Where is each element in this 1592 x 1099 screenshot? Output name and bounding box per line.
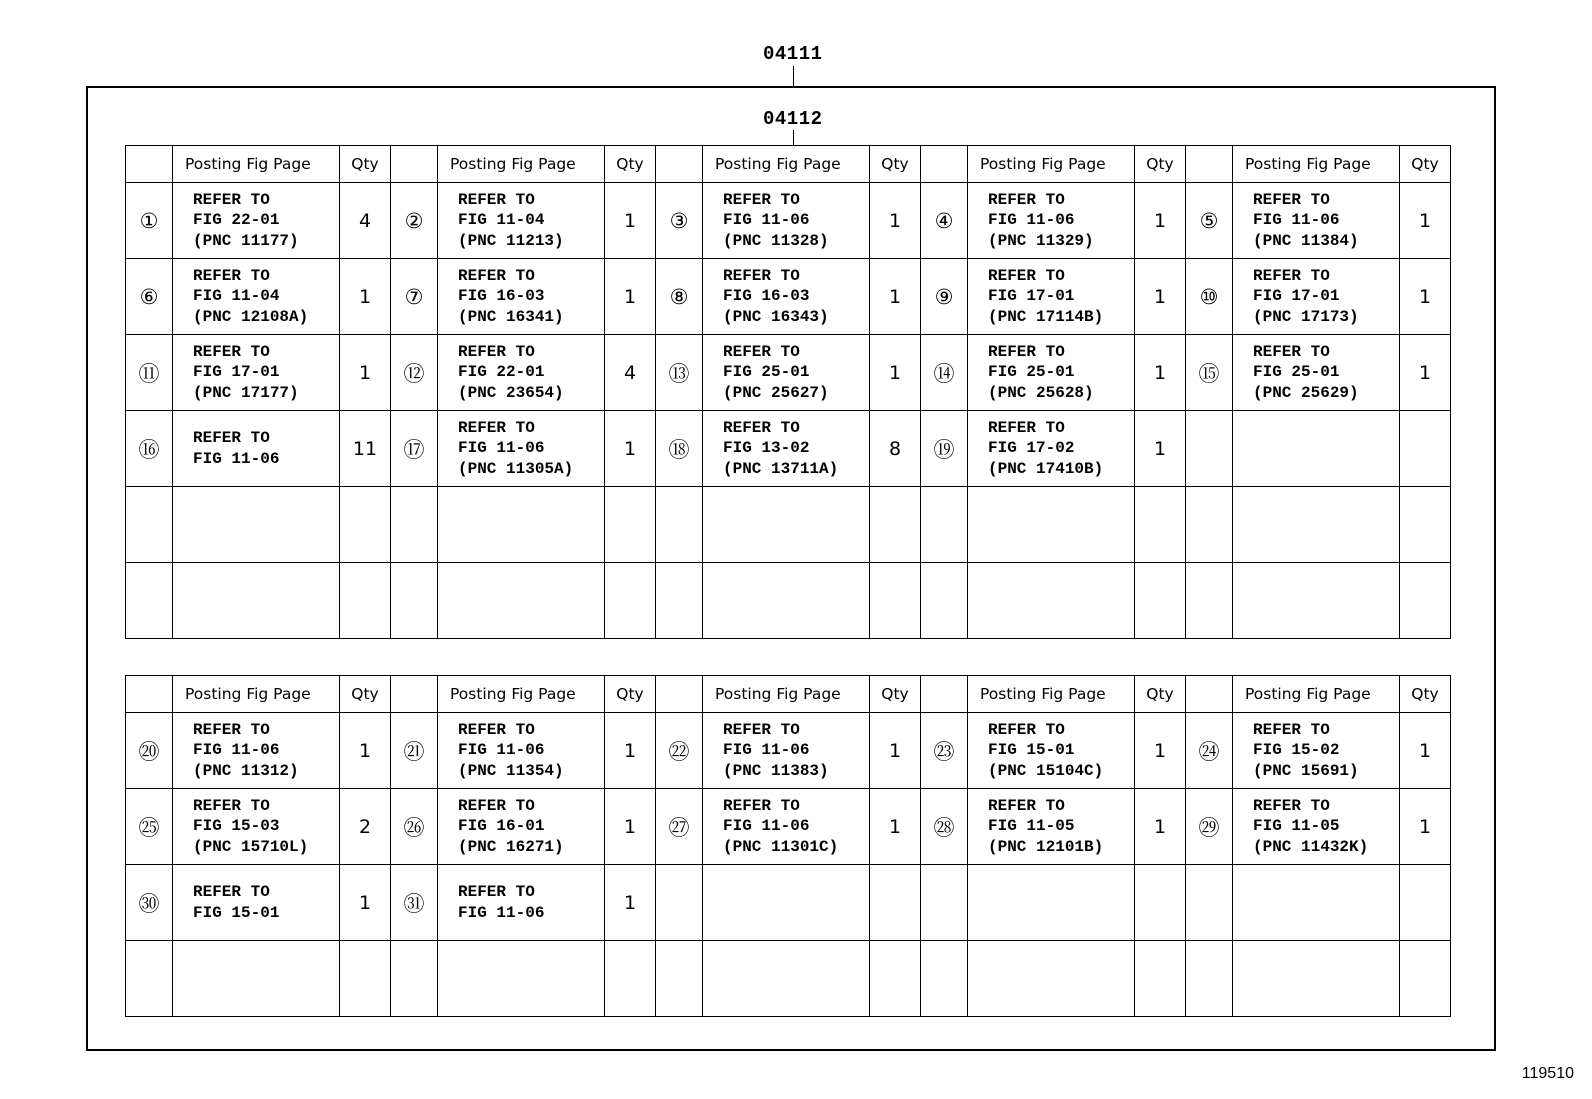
reference-line: (PNC 11301C) xyxy=(723,837,839,856)
item-number: ㉒ xyxy=(656,713,703,789)
quantity: 1 xyxy=(870,183,921,259)
item-number: ⑪ xyxy=(126,335,173,411)
quantity: 1 xyxy=(1135,713,1186,789)
quantity xyxy=(1400,411,1451,487)
quantity xyxy=(1135,563,1186,639)
posting-reference xyxy=(438,865,605,941)
reference-line: FIG 16-03 xyxy=(458,287,545,306)
posting-reference xyxy=(173,259,340,335)
reference-line: FIG 22-01 xyxy=(193,211,280,230)
item-number xyxy=(1186,487,1233,563)
posting-reference xyxy=(1233,259,1400,335)
quantity xyxy=(870,865,921,941)
figure-code: 119510 xyxy=(1521,1065,1574,1082)
reference-line: FIG 11-06 xyxy=(458,439,545,458)
reference-line: (PNC 12108A) xyxy=(193,307,309,326)
quantity xyxy=(1400,563,1451,639)
leader-line-inner xyxy=(793,130,794,146)
table-row xyxy=(126,941,1451,1017)
reference-line: REFER TO xyxy=(458,720,535,739)
reference-line: (PNC 17410B) xyxy=(988,459,1104,478)
item-number xyxy=(656,941,703,1017)
header-num xyxy=(921,146,968,183)
reference-line: (PNC 15691) xyxy=(1253,761,1359,780)
reference-line: FIG 15-03 xyxy=(193,817,280,836)
header-num xyxy=(921,676,968,713)
reference-line: (PNC 25627) xyxy=(723,383,829,402)
header-qty: Qty xyxy=(870,146,921,183)
parts-table-1 xyxy=(125,145,1451,639)
item-number xyxy=(656,865,703,941)
item-number xyxy=(126,563,173,639)
reference-line: (PNC 25629) xyxy=(1253,383,1359,402)
quantity: 1 xyxy=(605,411,656,487)
table-row xyxy=(126,865,1451,941)
item-number: ㉕ xyxy=(126,789,173,865)
quantity: 1 xyxy=(1135,411,1186,487)
header-num xyxy=(1186,146,1233,183)
quantity: 1 xyxy=(340,335,391,411)
reference-line: REFER TO xyxy=(193,342,270,361)
posting-reference xyxy=(173,487,340,563)
header-num xyxy=(391,676,438,713)
reference-line: FIG 16-03 xyxy=(723,287,810,306)
header-qty: Qty xyxy=(605,676,656,713)
posting-reference xyxy=(968,789,1135,865)
quantity: 1 xyxy=(1400,335,1451,411)
posting-reference xyxy=(173,335,340,411)
posting-reference xyxy=(173,941,340,1017)
posting-reference xyxy=(703,865,870,941)
item-number: ⑳ xyxy=(126,713,173,789)
reference-line: (PNC 17114B) xyxy=(988,307,1104,326)
header-posting: Posting Fig Page xyxy=(703,676,870,713)
item-number: ⑯ xyxy=(126,411,173,487)
item-number: ㉖ xyxy=(391,789,438,865)
posting-reference xyxy=(438,563,605,639)
quantity: 1 xyxy=(340,259,391,335)
table-row xyxy=(126,713,1451,789)
reference-line: FIG 11-06 xyxy=(723,817,810,836)
item-number xyxy=(391,941,438,1017)
reference-line: FIG 13-02 xyxy=(723,439,810,458)
item-number: ⑩ xyxy=(1186,259,1233,335)
header-posting: Posting Fig Page xyxy=(173,146,340,183)
reference-line: FIG 15-01 xyxy=(988,741,1075,760)
quantity xyxy=(340,563,391,639)
quantity: 8 xyxy=(870,411,921,487)
reference-line: FIG 11-06 xyxy=(193,449,280,468)
reference-line: FIG 17-02 xyxy=(988,439,1075,458)
reference-line: REFER TO xyxy=(988,266,1065,285)
quantity: 1 xyxy=(605,865,656,941)
posting-reference xyxy=(438,335,605,411)
posting-reference xyxy=(703,487,870,563)
reference-line: REFER TO xyxy=(193,883,270,901)
posting-reference xyxy=(703,259,870,335)
quantity: 1 xyxy=(870,259,921,335)
quantity: 1 xyxy=(340,865,391,941)
item-number: ⑱ xyxy=(656,411,703,487)
reference-line: FIG 11-04 xyxy=(193,287,280,306)
quantity xyxy=(1135,941,1186,1017)
quantity xyxy=(1135,487,1186,563)
reference-line: (PNC 11213) xyxy=(458,231,564,250)
reference-line: (PNC 17177) xyxy=(193,383,299,402)
assembly-code-inner: 04112 xyxy=(763,108,823,130)
quantity xyxy=(605,487,656,563)
item-number: ⑫ xyxy=(391,335,438,411)
posting-reference xyxy=(968,487,1135,563)
item-number: ⑰ xyxy=(391,411,438,487)
table-header-row xyxy=(126,676,1451,713)
posting-reference xyxy=(703,563,870,639)
header-posting: Posting Fig Page xyxy=(173,676,340,713)
quantity xyxy=(605,941,656,1017)
quantity xyxy=(605,563,656,639)
posting-reference xyxy=(438,487,605,563)
header-num xyxy=(126,146,173,183)
quantity: 11 xyxy=(340,411,391,487)
posting-reference xyxy=(968,713,1135,789)
item-number: ㉗ xyxy=(656,789,703,865)
quantity: 1 xyxy=(605,259,656,335)
reference-line: REFER TO xyxy=(723,796,800,815)
reference-line: REFER TO xyxy=(988,342,1065,361)
posting-reference xyxy=(968,865,1135,941)
header-posting: Posting Fig Page xyxy=(968,146,1135,183)
posting-reference xyxy=(703,335,870,411)
quantity: 1 xyxy=(1400,713,1451,789)
assembly-code-outer: 04111 xyxy=(763,43,823,65)
reference-line: FIG 11-06 xyxy=(193,741,280,760)
quantity xyxy=(1400,865,1451,941)
reference-line: FIG 11-06 xyxy=(1253,211,1340,230)
posting-reference xyxy=(1233,335,1400,411)
reference-line: REFER TO xyxy=(458,266,535,285)
posting-reference xyxy=(968,335,1135,411)
quantity xyxy=(1135,865,1186,941)
reference-line: REFER TO xyxy=(193,796,270,815)
reference-line: (PNC 12101B) xyxy=(988,837,1104,856)
item-number: ㉙ xyxy=(1186,789,1233,865)
item-number: ⑨ xyxy=(921,259,968,335)
item-number: ⑭ xyxy=(921,335,968,411)
header-num xyxy=(656,676,703,713)
reference-line: REFER TO xyxy=(723,418,800,437)
item-number: ⑧ xyxy=(656,259,703,335)
reference-line: (PNC 11383) xyxy=(723,761,829,780)
item-number xyxy=(1186,563,1233,639)
table-row xyxy=(126,789,1451,865)
reference-line: FIG 25-01 xyxy=(988,363,1075,382)
reference-line: REFER TO xyxy=(723,266,800,285)
reference-line: (PNC 16271) xyxy=(458,837,564,856)
posting-reference xyxy=(173,411,340,487)
header-posting: Posting Fig Page xyxy=(1233,676,1400,713)
quantity xyxy=(870,563,921,639)
reference-line: (PNC 23654) xyxy=(458,383,564,402)
reference-line: FIG 11-06 xyxy=(723,741,810,760)
posting-reference xyxy=(1233,713,1400,789)
reference-line: FIG 11-05 xyxy=(988,817,1075,836)
item-number xyxy=(126,941,173,1017)
reference-line: REFER TO xyxy=(193,429,270,447)
quantity xyxy=(340,941,391,1017)
reference-line: REFER TO xyxy=(1253,266,1330,285)
quantity: 1 xyxy=(870,335,921,411)
reference-line: REFER TO xyxy=(458,796,535,815)
item-number: ⑤ xyxy=(1186,183,1233,259)
reference-line: (PNC 11328) xyxy=(723,231,829,250)
quantity: 4 xyxy=(605,335,656,411)
item-number: ㉑ xyxy=(391,713,438,789)
reference-line: FIG 11-05 xyxy=(1253,817,1340,836)
posting-reference xyxy=(438,713,605,789)
reference-line: FIG 11-04 xyxy=(458,211,545,230)
item-number: ⑮ xyxy=(1186,335,1233,411)
item-number: ⑲ xyxy=(921,411,968,487)
quantity xyxy=(1400,487,1451,563)
reference-line: (PNC 15104C) xyxy=(988,761,1104,780)
quantity: 1 xyxy=(605,183,656,259)
posting-reference xyxy=(438,259,605,335)
posting-reference xyxy=(703,713,870,789)
posting-reference xyxy=(968,411,1135,487)
reference-line: (PNC 11305A) xyxy=(458,459,574,478)
header-num xyxy=(1186,676,1233,713)
posting-reference xyxy=(173,713,340,789)
posting-reference xyxy=(1233,563,1400,639)
reference-line: (PNC 17173) xyxy=(1253,307,1359,326)
item-number xyxy=(656,563,703,639)
item-number: ㉚ xyxy=(126,865,173,941)
item-number: ⑬ xyxy=(656,335,703,411)
reference-line: (PNC 16343) xyxy=(723,307,829,326)
item-number: ㉓ xyxy=(921,713,968,789)
reference-line: FIG 11-06 xyxy=(988,211,1075,230)
reference-line: REFER TO xyxy=(988,796,1065,815)
quantity: 1 xyxy=(605,713,656,789)
reference-line: REFER TO xyxy=(723,720,800,739)
item-number xyxy=(1186,941,1233,1017)
reference-line: REFER TO xyxy=(193,190,270,209)
reference-line: (PNC 15710L) xyxy=(193,837,309,856)
reference-line: REFER TO xyxy=(458,342,535,361)
reference-line: REFER TO xyxy=(723,190,800,209)
reference-line: REFER TO xyxy=(458,418,535,437)
reference-line: (PNC 11312) xyxy=(193,761,299,780)
table-row xyxy=(126,259,1451,335)
reference-line: REFER TO xyxy=(988,720,1065,739)
header-qty: Qty xyxy=(1400,146,1451,183)
posting-reference xyxy=(1233,941,1400,1017)
posting-reference xyxy=(703,941,870,1017)
parts-table-2 xyxy=(125,675,1451,1017)
posting-reference xyxy=(1233,789,1400,865)
quantity: 1 xyxy=(1400,259,1451,335)
header-qty: Qty xyxy=(340,146,391,183)
reference-line: REFER TO xyxy=(193,266,270,285)
quantity xyxy=(1400,941,1451,1017)
item-number: ㉛ xyxy=(391,865,438,941)
quantity: 1 xyxy=(870,789,921,865)
header-num xyxy=(656,146,703,183)
item-number xyxy=(391,487,438,563)
reference-line: FIG 25-01 xyxy=(1253,363,1340,382)
reference-line: (PNC 13711A) xyxy=(723,459,839,478)
quantity: 1 xyxy=(605,789,656,865)
quantity: 4 xyxy=(340,183,391,259)
reference-line: FIG 15-01 xyxy=(193,903,280,922)
reference-line: (PNC 11177) xyxy=(193,231,299,250)
reference-line: (PNC 11432K) xyxy=(1253,837,1369,856)
table-row xyxy=(126,335,1451,411)
posting-reference xyxy=(1233,487,1400,563)
quantity: 1 xyxy=(870,713,921,789)
item-number: ⑥ xyxy=(126,259,173,335)
reference-line: FIG 25-01 xyxy=(723,363,810,382)
reference-line: REFER TO xyxy=(723,342,800,361)
reference-line: FIG 11-06 xyxy=(458,903,545,922)
reference-line: FIG 17-01 xyxy=(1253,287,1340,306)
table-header-row xyxy=(126,146,1451,183)
posting-reference xyxy=(968,183,1135,259)
quantity: 1 xyxy=(1135,259,1186,335)
quantity xyxy=(870,941,921,1017)
item-number: ④ xyxy=(921,183,968,259)
quantity: 1 xyxy=(1400,183,1451,259)
header-qty: Qty xyxy=(1135,676,1186,713)
posting-reference xyxy=(173,183,340,259)
reference-line: REFER TO xyxy=(193,720,270,739)
item-number: ③ xyxy=(656,183,703,259)
reference-line: REFER TO xyxy=(458,190,535,209)
item-number: ㉔ xyxy=(1186,713,1233,789)
item-number xyxy=(1186,865,1233,941)
quantity: 1 xyxy=(1135,789,1186,865)
reference-line: (PNC 11354) xyxy=(458,761,564,780)
item-number: ① xyxy=(126,183,173,259)
table-row xyxy=(126,411,1451,487)
reference-line: FIG 11-06 xyxy=(458,741,545,760)
table-row xyxy=(126,563,1451,639)
item-number: ㉘ xyxy=(921,789,968,865)
reference-line: (PNC 16341) xyxy=(458,307,564,326)
header-posting: Posting Fig Page xyxy=(1233,146,1400,183)
header-posting: Posting Fig Page xyxy=(968,676,1135,713)
table-row xyxy=(126,183,1451,259)
reference-line: FIG 15-02 xyxy=(1253,741,1340,760)
quantity: 2 xyxy=(340,789,391,865)
quantity: 1 xyxy=(340,713,391,789)
header-num xyxy=(126,676,173,713)
header-qty: Qty xyxy=(605,146,656,183)
reference-line: REFER TO xyxy=(1253,720,1330,739)
quantity: 1 xyxy=(1135,183,1186,259)
posting-reference xyxy=(173,865,340,941)
header-posting: Posting Fig Page xyxy=(703,146,870,183)
item-number: ⑦ xyxy=(391,259,438,335)
posting-reference xyxy=(173,563,340,639)
reference-line: REFER TO xyxy=(1253,796,1330,815)
reference-line: FIG 17-01 xyxy=(193,363,280,382)
posting-reference xyxy=(968,259,1135,335)
posting-reference xyxy=(173,789,340,865)
reference-line: (PNC 11384) xyxy=(1253,231,1359,250)
quantity xyxy=(870,487,921,563)
posting-reference xyxy=(968,563,1135,639)
quantity: 1 xyxy=(1135,335,1186,411)
header-num xyxy=(391,146,438,183)
item-number xyxy=(921,941,968,1017)
reference-line: FIG 11-06 xyxy=(723,211,810,230)
posting-reference xyxy=(703,789,870,865)
posting-reference xyxy=(438,941,605,1017)
reference-line: FIG 16-01 xyxy=(458,817,545,836)
reference-line: REFER TO xyxy=(458,883,535,901)
leader-line-outer xyxy=(793,66,794,86)
reference-line: REFER TO xyxy=(988,418,1065,437)
posting-reference xyxy=(703,411,870,487)
item-number xyxy=(921,487,968,563)
posting-reference xyxy=(438,411,605,487)
reference-line: REFER TO xyxy=(1253,342,1330,361)
reference-line: FIG 22-01 xyxy=(458,363,545,382)
item-number: ② xyxy=(391,183,438,259)
table-row xyxy=(126,487,1451,563)
reference-line: REFER TO xyxy=(988,190,1065,209)
posting-reference xyxy=(438,183,605,259)
item-number xyxy=(921,865,968,941)
reference-line: (PNC 11329) xyxy=(988,231,1094,250)
header-posting: Posting Fig Page xyxy=(438,676,605,713)
item-number xyxy=(1186,411,1233,487)
item-number xyxy=(656,487,703,563)
posting-reference xyxy=(438,789,605,865)
item-number xyxy=(921,563,968,639)
item-number xyxy=(126,487,173,563)
quantity xyxy=(340,487,391,563)
header-qty: Qty xyxy=(870,676,921,713)
posting-reference xyxy=(703,183,870,259)
reference-line: FIG 17-01 xyxy=(988,287,1075,306)
posting-reference xyxy=(1233,865,1400,941)
header-posting: Posting Fig Page xyxy=(438,146,605,183)
header-qty: Qty xyxy=(1400,676,1451,713)
item-number xyxy=(391,563,438,639)
header-qty: Qty xyxy=(1135,146,1186,183)
posting-reference xyxy=(968,941,1135,1017)
reference-line: (PNC 25628) xyxy=(988,383,1094,402)
header-qty: Qty xyxy=(340,676,391,713)
quantity: 1 xyxy=(1400,789,1451,865)
reference-line: REFER TO xyxy=(1253,190,1330,209)
posting-reference xyxy=(1233,411,1400,487)
posting-reference xyxy=(1233,183,1400,259)
